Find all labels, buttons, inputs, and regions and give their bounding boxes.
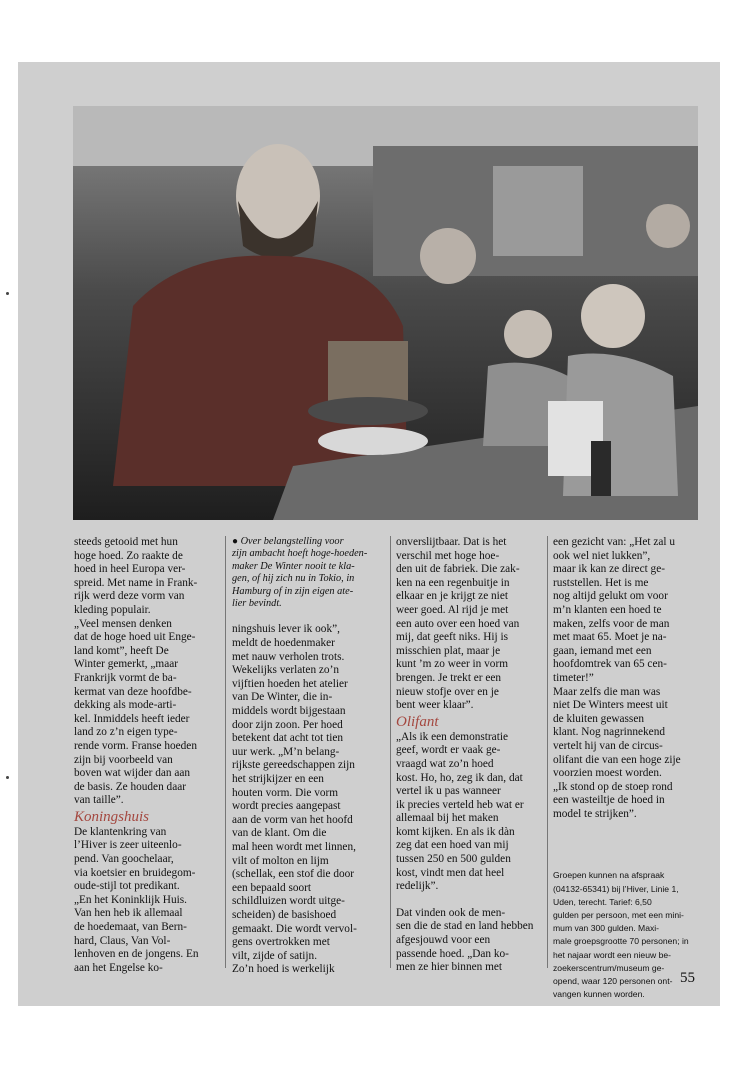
body-line: kost. Ho, ho, zeg ik dan, dat [396,771,523,784]
body-line: kel. Inmiddels heeft ieder [74,712,190,725]
body-line: „Ik stond op de stoep rond [553,780,673,793]
info-line: Uden, terecht. Tarief: 6,50 [553,896,652,907]
body-line: rijkste gereedschappen zijn [232,759,355,772]
subheading-koningshuis: Koningshuis [74,808,150,825]
body-line: elkaar en je krijgt ze niet [396,590,508,603]
body-line: gens overtrokken met [232,936,330,949]
body-line: aan de vorm van het hoofd [232,813,353,826]
text-column-3 [396,536,542,975]
body-line: hoofdomtrek van 65 cen- [553,658,667,671]
body-line: hoge hoed. Zo raakte de [74,549,183,562]
body-line: kost, vindt men dat heel [396,866,505,879]
column-divider [390,536,391,968]
body-line: zijn bij voorbeeld van [74,753,173,766]
body-line: mij, dat geeft niks. Hij is [396,631,509,644]
caption-text: Over belangstelling voor [240,536,344,547]
body-line: sen die de stad en land hebben [396,920,534,933]
body-line: brengen. Je trekt er een [396,671,502,684]
body-line: ningshuis lever ik ook”, [232,623,340,636]
text-column-4 [553,536,701,1002]
spacer [232,610,384,623]
body-line: (schellak, een stof die door [232,868,355,881]
info-line: (04132-65341) bij l’Hiver, Linie 1, [553,883,679,894]
body-line: oude-stijl tot predikant. [74,880,180,893]
info-line: mum van 300 gulden. Maxi- [553,923,660,934]
body-line: afgesjouwd voor een [396,934,491,947]
body-line: ook wel niet lukken”, [553,549,651,562]
body-line: maar ik kan ze direct ge- [553,563,665,576]
subheading-olifant: Olifant [396,713,439,730]
body-line: onverslijtbaar. Dat is het [396,536,507,548]
body-line: spreid. Met name in Frank- [74,576,198,589]
body-line: dekking als mode-arti- [74,699,177,712]
spacer [553,821,701,869]
body-line: vertelt hij van de circus- [553,739,663,752]
body-line: mal heen wordt met linnen, [232,840,356,853]
body-line: nog altijd gelukt om voor [553,590,668,603]
body-line: rijk werd deze vorm van [74,590,185,603]
body-line: tussen 250 en 500 gulden [396,853,511,866]
body-line: wordt precies aangepast [232,800,341,813]
margin-mark [6,776,9,779]
body-line: gaan, iemand met een [553,644,652,657]
body-line: een wasteiltje de hoed in [553,794,665,807]
body-line: boven wat wijder dan aan [74,767,191,780]
body-line: ik precies verteld heb wat er [396,798,524,811]
body-line: l’Hiver is zeer uiteenlo- [74,839,182,852]
body-line: kleding populair. [74,603,151,616]
body-line: gemaakt. Die wordt vervol- [232,922,357,935]
body-line: van de klant. Om die [232,827,327,840]
body-line: land zo z’n eigen type- [74,726,178,739]
hatmaker-photo [73,106,698,520]
body-line: uur werk. „M’n belang- [232,745,340,758]
body-line: den uit de fabriek. Die zak- [396,563,520,576]
body-line: komt kijken. En als ik dàn [396,825,515,838]
body-line: weer goed. Al rijd je met [396,603,509,616]
body-line: maken, zelfs voor de man [553,617,670,630]
body-line: redelijk”. [396,880,439,893]
body-line: de hoedemaat, van Bern- [74,921,187,934]
photo-caption-line: Hamburg of in zijn eigen ate- [232,585,354,597]
body-line: pend. Van goochelaar, [74,853,174,866]
body-line: dat de hoge hoed uit Enge- [74,631,196,644]
body-line: „Als ik een demonstratie [396,730,508,743]
info-line: vangen kunnen worden. [553,989,645,1000]
page-number: 55 [680,970,695,986]
body-line: Van hen heb ik allemaal [74,907,183,920]
body-line: een bepaald soort [232,881,312,894]
body-line: Maar zelfs die man was [553,685,661,698]
body-line: De klantenkring van [74,825,167,838]
info-line: male groepsgrootte 70 personen; in [553,936,689,947]
body-line: een gezicht van: „Het zal u [553,536,676,548]
photo-caption-line: gen, of hij zich nu in Tokio, in [232,573,355,585]
body-line: m’n klanten een hoed te [553,603,662,616]
body-line: door zijn zoon. Per hoed [232,718,343,731]
body-line: kermat van deze hoofdbe- [74,685,192,698]
body-line: „En het Koninklijk Huis. [74,893,187,906]
body-line: olifant die van een hoge zije [553,753,681,766]
body-line: scheiden) de basishoed [232,908,337,921]
margin-mark [6,292,9,295]
body-line: meldt de hoedenmaker [232,637,335,650]
body-line: passende hoed. „Dan ko- [396,947,509,960]
text-column-2 [232,536,384,977]
photo-caption-line: zijn ambacht hoeft hoge-hoeden- [232,548,368,560]
body-line: vilt, zijde of satijn. [232,949,318,962]
body-line: betekent dat acht tot tien [232,732,344,745]
text-column-1 [74,536,219,975]
info-line: opend, waar 120 personen ont- [553,976,673,987]
body-line: voorzien moest worden. [553,767,662,780]
body-line: men ze hier binnen met [396,961,503,974]
info-line: het najaar wordt een nieuw be- [553,949,672,960]
body-line: klant. Nog nagrinnekend [553,726,665,739]
photo-caption-line: lier bevindt. [232,598,282,610]
body-line: ken na een regenbuitje in [396,576,510,589]
body-line: „Veel mensen denken [74,617,172,630]
body-line: van De Winter, die in- [232,691,333,704]
spacer [396,894,542,907]
body-line: verschil met hoge hoe- [396,549,500,562]
body-line: vertel ik u pas wanneer [396,785,501,798]
body-line: met maat 65. Moet je na- [553,631,667,644]
body-line: Dat vinden ook de men- [396,906,506,919]
body-line: model te strijken”. [553,807,637,820]
bullet-icon: ● [232,536,239,547]
body-line: Zo’n hoed is werkelijk [232,963,335,976]
body-line: Frankrijk vormt de ba- [74,671,177,684]
column-divider [225,536,226,968]
body-line: middels wordt bijgestaan [232,705,346,717]
body-line: Wekelijks verlaten zo’n [232,664,339,677]
body-line: een auto over een hoed van [396,617,520,630]
body-line: van taille”. [74,794,124,807]
photograph-icon [73,106,698,520]
body-line: timeter!” [553,671,594,684]
body-line: vraagd wat zo’n hoed [396,757,494,770]
body-line: misschien plat, maar je [396,644,501,657]
body-line: aan het Engelse ko- [74,961,163,974]
info-line: zoekerscentrum/museum ge- [553,962,665,973]
body-line: bent weer klaar”. [396,699,474,712]
body-line: kunt ’m zo weer in vorm [396,658,508,671]
body-line: lenhoven en de jongens. En [74,948,199,961]
body-line: houten vorm. Die vorm [232,786,339,799]
photo-caption-line: maker De Winter nooit te kla- [232,560,355,572]
body-line: schildluizen wordt uitge- [232,895,345,908]
info-line: gulden per persoon, met een mini- [553,910,684,921]
info-line: Groepen kunnen na afspraak [553,870,665,881]
body-line: via koetsier en bruidegom- [74,866,196,879]
body-line: nieuw stofje over en je [396,685,499,698]
body-line: rende vorm. Franse hoeden [74,739,197,752]
body-line: met nauw verholen trots. [232,650,345,663]
body-line: allemaal bij het maken [396,812,499,825]
body-line: de kluiten gewassen [553,712,644,725]
body-line: de basis. Ze houden daar [74,780,186,793]
magazine-page [18,62,720,1006]
body-line: vilt of molton en lijm [232,854,329,867]
body-line: geef, wordt er vaak ge- [396,744,501,757]
body-line: niet De Winters meest uit [553,699,668,712]
body-line: ruststellen. Het is me [553,576,649,589]
body-line: hard, Claus, Van Vol- [74,934,171,947]
body-line: zeg dat een hoed van mij [396,839,509,852]
body-line: steeds getooid met hun [74,536,178,548]
body-line: land komt”, heeft De [74,644,169,657]
body-line: vijftien hoeden het atelier [232,677,348,690]
body-line: Winter gemerkt, „maar [74,658,178,671]
body-line: hoed in heel Europa ver- [74,563,186,576]
photo-caption-line [232,536,384,548]
body-line: het strijkijzer en een [232,772,324,785]
column-divider [547,536,548,968]
